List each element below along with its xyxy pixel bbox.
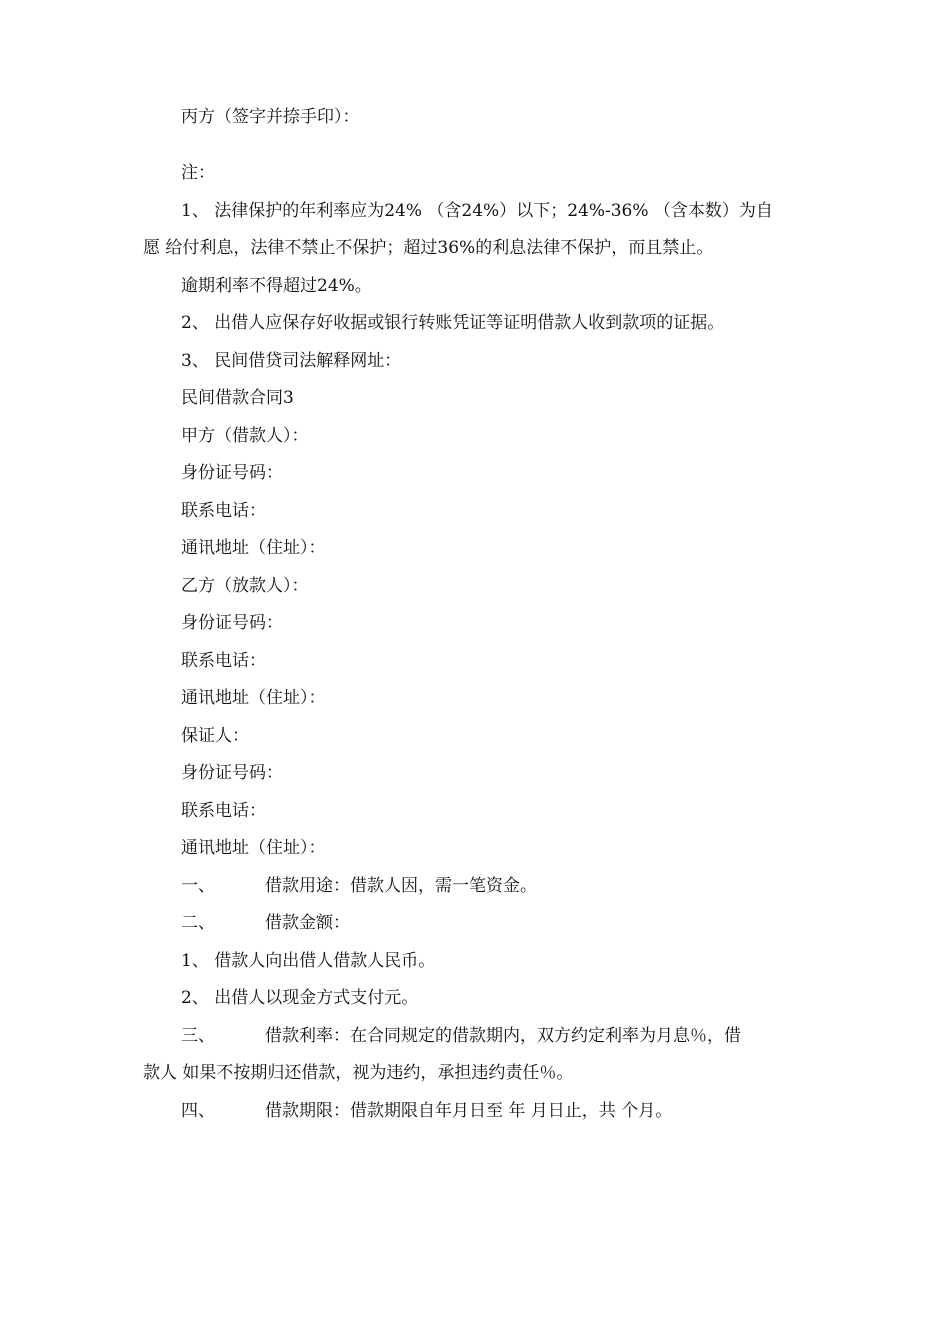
note-title: 注：	[181, 163, 215, 183]
section-2-text: 借款金额：	[265, 913, 350, 933]
party-b-id-label: 身份证号码：	[181, 613, 283, 633]
guarantor-id-label: 身份证号码：	[181, 763, 283, 783]
section-1-text: 借款用途：借款人因，需一笔资金。	[265, 876, 537, 896]
party-b-phone-label: 联系电话：	[181, 651, 266, 671]
note-1-line-2: 愿 给付利息，法律不禁止不保护；超过36%的利息法律不保护，而且禁止。	[143, 238, 714, 258]
guarantor-phone-label: 联系电话：	[181, 801, 266, 821]
section-3-number: 三、	[181, 1026, 215, 1046]
section-2-item-1: 1、 借款人向出借人借款人民币。	[181, 951, 436, 971]
section-3	[181, 1025, 741, 1047]
section-2-number: 二、	[181, 913, 215, 933]
party-b-address-label: 通讯地址（住址）：	[181, 688, 326, 708]
party-c-signature-line: 丙方（签字并捺手印）：	[181, 107, 360, 127]
section-4-text: 借款期限：借款期限自年月日至 年 月日止，共 个月。	[265, 1101, 673, 1121]
party-a-label: 甲方（借款人）：	[181, 426, 309, 446]
section-3-text: 借款利率：在合同规定的借款期内，双方约定利率为月息％，借	[265, 1026, 741, 1046]
note-3: 3、 民间借贷司法解释网址：	[181, 351, 402, 371]
section-2-item-2: 2、 出借人以现金方式支付元。	[181, 988, 419, 1008]
party-a-id-label: 身份证号码：	[181, 463, 283, 483]
section-1-number: 一、	[181, 876, 215, 896]
party-a-address-label: 通讯地址（住址）：	[181, 538, 326, 558]
section-4-number: 四、	[181, 1101, 215, 1121]
party-b-label: 乙方（放款人）：	[181, 576, 309, 596]
note-1-line-1: 1、 法律保护的年利率应为24% （含24%）以下；24%-36% （含本数）为自	[181, 201, 773, 221]
section-3-continuation: 款人 如果不按期归还借款，视为违约，承担违约责任％。	[143, 1063, 574, 1083]
section-1	[181, 875, 537, 897]
guarantor-label: 保证人：	[181, 726, 249, 746]
guarantor-address-label: 通讯地址（住址）：	[181, 838, 326, 858]
section-4	[181, 1100, 672, 1122]
note-2: 2、 出借人应保存好收据或银行转账凭证等证明借款人收到款项的证据。	[181, 313, 725, 333]
party-a-phone-label: 联系电话：	[181, 501, 266, 521]
contract-title: 民间借款合同3	[181, 388, 294, 408]
section-2	[181, 912, 350, 934]
note-1-line-3: 逾期利率不得超过24%。	[181, 276, 372, 296]
